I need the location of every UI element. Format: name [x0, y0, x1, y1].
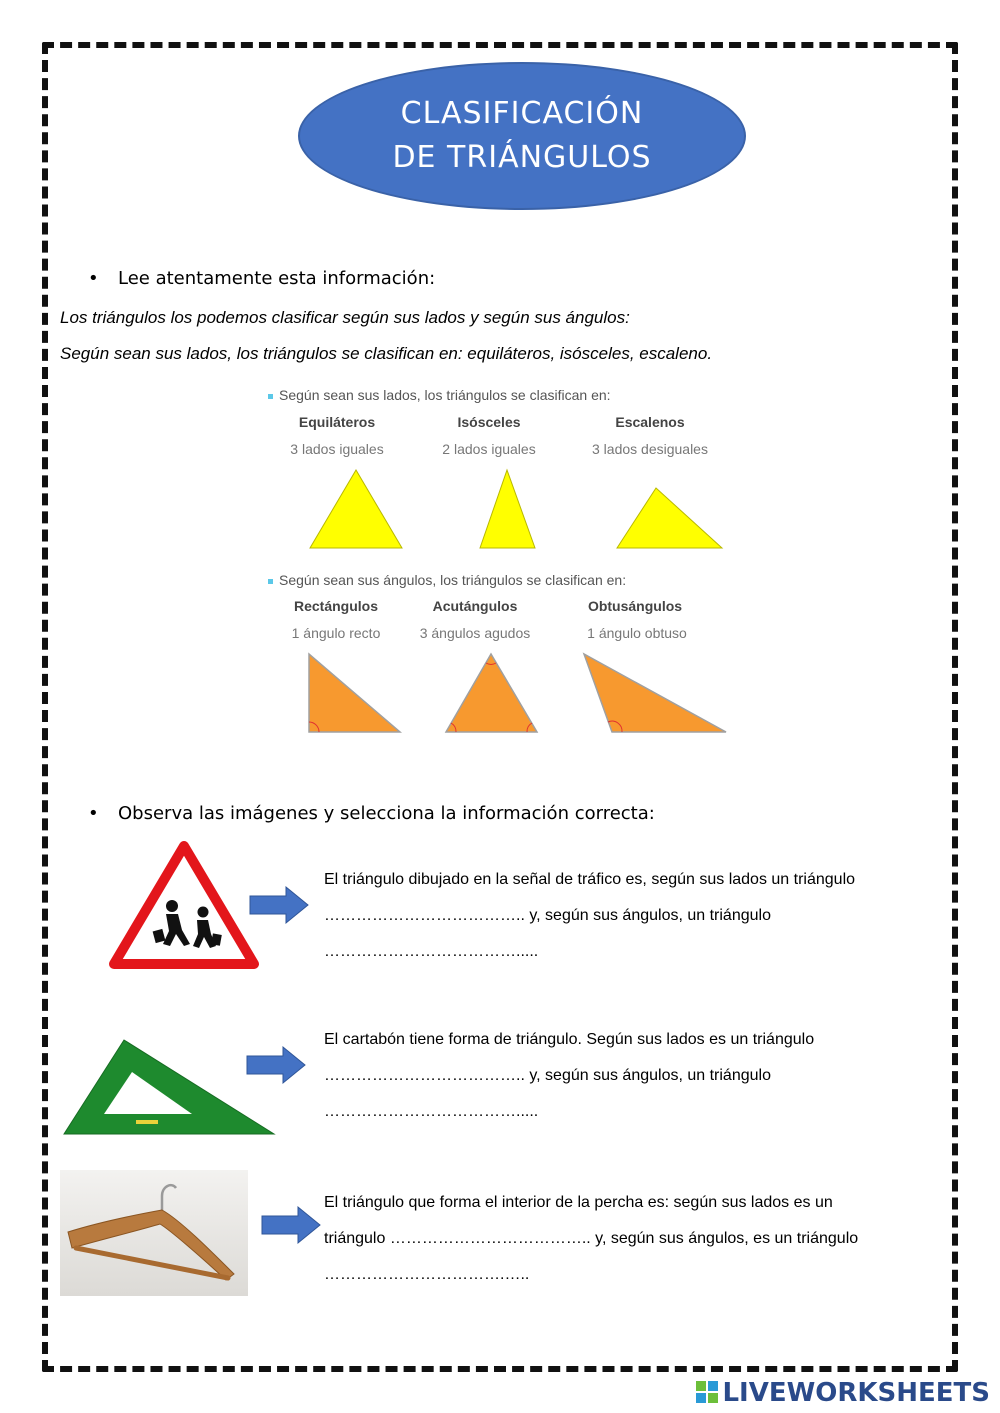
question-2-line-1: El cartabón tiene forma de triángulo. Según sus lados es un triángulo	[324, 1031, 815, 1048]
liveworksheets-icon	[696, 1381, 718, 1403]
acute-triangle	[446, 654, 537, 732]
bullet-icon: •	[88, 803, 99, 824]
title-line-1: CLASIFICACIÓN	[400, 96, 644, 131]
angles-header	[268, 572, 626, 588]
right-triangle	[309, 654, 400, 732]
angles-triangles	[300, 648, 740, 740]
arrow-icon	[248, 885, 310, 925]
question-2-line-2[interactable]: ……………………………….. y, según sus ángulos, un triángulo ……………………………….....	[324, 1067, 771, 1120]
bullet-icon: •	[88, 268, 99, 289]
angles-name-2: Obtusángulos	[587, 598, 683, 614]
isosceles-triangle	[480, 470, 535, 548]
question-1	[324, 862, 944, 970]
sides-desc-0: 3 lados iguales	[290, 441, 384, 457]
sides-header	[268, 387, 611, 403]
arrow-icon	[245, 1045, 307, 1085]
exercise-bullet-text: Observa las imágenes y selecciona la información correcta:	[118, 803, 655, 824]
angles-header-text: Según sean sus ángulos, los triángulos se clasifican en:	[279, 572, 627, 588]
question-1-line-2[interactable]: ……………………………….. y, según sus ángulos, un triángulo ……………………………….....	[324, 907, 771, 960]
question-3-line-3[interactable]: …………………………….…..	[324, 1266, 530, 1283]
exercise-bullet	[88, 803, 655, 824]
intro-line-2: Según sean sus lados, los triángulos se clasifican en: equiláteros, isósceles, escaleno.	[60, 344, 713, 363]
question-2	[324, 1022, 944, 1130]
title-oval	[298, 62, 746, 210]
liveworksheets-logo-text: LIVEWORKSHEETS	[722, 1378, 990, 1408]
sides-header-text: Según sean sus lados, los triángulos se clasifican en:	[279, 387, 611, 403]
sides-name-1: Isósceles	[457, 414, 521, 430]
angles-desc-2: 1 ángulo obtuso	[587, 625, 687, 641]
sides-triangles	[300, 462, 740, 554]
question-3	[324, 1185, 944, 1293]
question-3-line-1: El triángulo que forma el interior de la percha es: según sus lados es un	[324, 1194, 833, 1211]
sides-name-2: Escalenos	[615, 414, 685, 430]
sides-name-0: Equiláteros	[298, 414, 376, 430]
obtuse-triangle	[584, 654, 726, 732]
angles-name-1: Acutángulos	[432, 598, 518, 614]
question-1-line-1: El triángulo dibujado en la señal de tráfico es, según sus lados un triángulo	[324, 871, 856, 888]
set-square-label	[136, 1120, 158, 1124]
square-bullet-icon	[268, 394, 273, 399]
square-bullet-icon	[268, 579, 273, 584]
arrow-icon	[260, 1205, 322, 1245]
angles-name-0: Rectángulos	[293, 598, 378, 614]
sides-desc-1: 2 lados iguales	[442, 441, 536, 457]
question-3-line-2[interactable]: triángulo ……………………………….. y, según sus ángulos, es un triángulo	[324, 1230, 859, 1247]
traffic-sign-image	[108, 838, 260, 972]
title-line-2: DE TRIÁNGULOS	[392, 140, 652, 175]
intro-bullet	[88, 268, 435, 289]
sides-desc-2: 3 lados desiguales	[592, 441, 708, 457]
intro-line-1: Los triángulos los podemos clasificar según sus lados y según sus ángulos:	[60, 308, 630, 327]
scalene-triangle	[617, 488, 722, 548]
equilateral-triangle	[310, 470, 402, 548]
hanger-image	[60, 1170, 248, 1296]
liveworksheets-logo[interactable]	[696, 1378, 990, 1408]
intro-bullet-text: Lee atentamente esta información:	[118, 268, 436, 289]
angles-desc-0: 1 ángulo recto	[291, 625, 381, 641]
angles-desc-1: 3 ángulos agudos	[419, 625, 531, 641]
